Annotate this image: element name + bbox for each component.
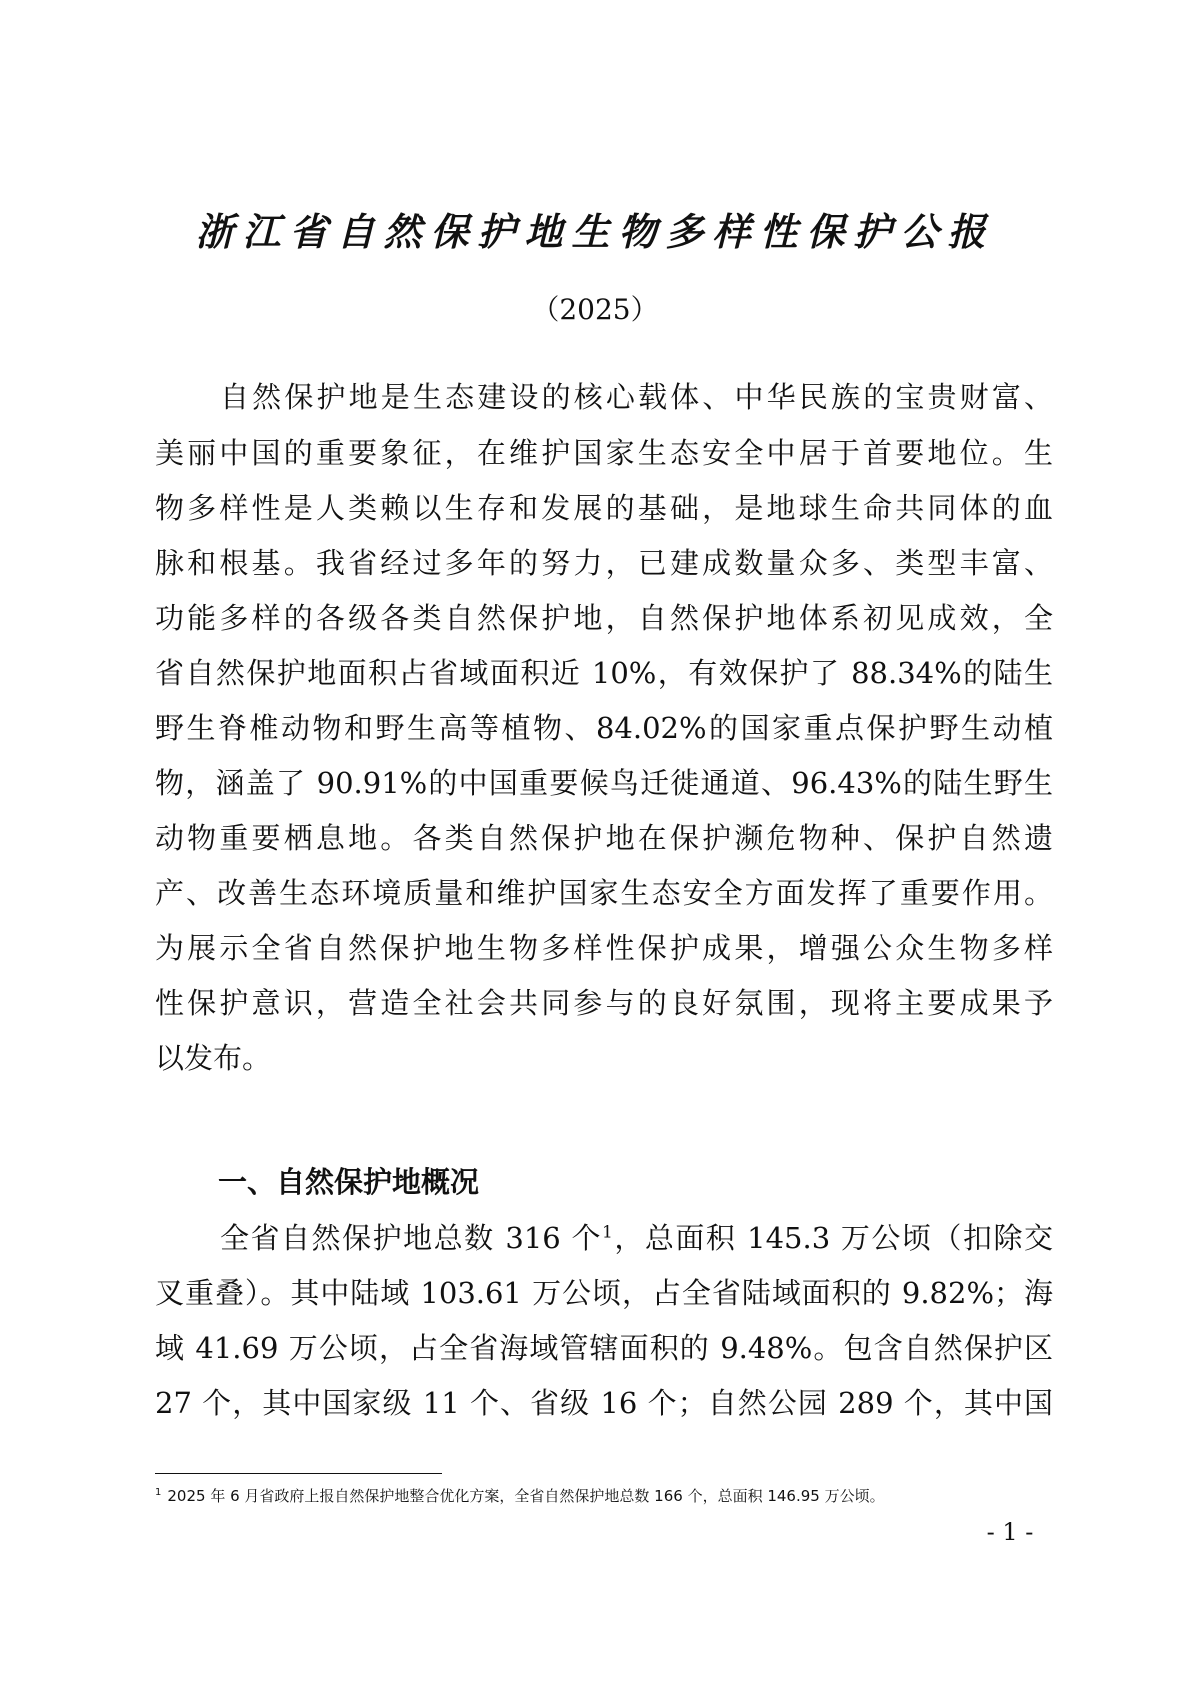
paragraph-line bbox=[220, 1218, 1053, 1258]
line-text: ，总面积 145.3 万公顷（扣除交 bbox=[612, 1221, 1053, 1255]
paragraph-line: 功能多样的各级各类自然保护地，自然保护地体系初见成效，全 bbox=[155, 601, 1053, 635]
line-text: 全省自然保护地总数 316 个 bbox=[220, 1221, 602, 1255]
paragraph-line: 性保护意识，营造全社会共同参与的良好氛围，现将主要成果予 bbox=[155, 986, 1053, 1020]
footnote-text: 2025 年 6 月省政府上报自然保护地整合优化方案，全省自然保护地总数 166 个，总面积 146.95 万公顷。 bbox=[167, 1487, 885, 1505]
paragraph-line: 美丽中国的重要象征，在维护国家生态安全中居于首要地位。生 bbox=[155, 436, 1053, 470]
paragraph-line: 叉重叠）。其中陆域 103.61 万公顷，占全省陆域面积的 9.82%；海 bbox=[155, 1276, 1053, 1310]
paragraph-line: 物多样性是人类赖以生存和发展的基础，是地球生命共同体的血 bbox=[155, 491, 1053, 525]
document-year: （2025） bbox=[531, 293, 659, 326]
paragraph-line: 自然保护地是生态建设的核心载体、中华民族的宝贵财富、 bbox=[220, 380, 1053, 414]
paragraph-line: 物，涵盖了 90.91%的中国重要候鸟迁徙通道、96.43%的陆生野生 bbox=[155, 766, 1053, 800]
paragraph-line: 域 41.69 万公顷，占全省海域管辖面积的 9.48%。包含自然保护区 bbox=[155, 1331, 1053, 1365]
document-title: 浙江省自然保护地生物多样性保护公报 bbox=[195, 209, 995, 254]
paragraph-line: 27 个，其中国家级 11 个、省级 16 个；自然公园 289 个，其中国 bbox=[155, 1386, 1053, 1420]
paragraph-line: 动物重要栖息地。各类自然保护地在保护濒危物种、保护自然遗 bbox=[155, 821, 1053, 855]
paragraph-line: 脉和根基。我省经过多年的努力，已建成数量众多、类型丰富、 bbox=[155, 546, 1053, 580]
paragraph-line: 省自然保护地面积占省域面积近 10%，有效保护了 88.34%的陆生 bbox=[155, 656, 1053, 690]
footnote-divider bbox=[155, 1473, 442, 1474]
paragraph-line: 为展示全省自然保护地生物多样性保护成果，增强公众生物多样 bbox=[155, 931, 1053, 965]
footnote bbox=[155, 1486, 885, 1506]
footnote-mark: 1 bbox=[155, 1487, 162, 1498]
paragraph-line: 以发布。 bbox=[155, 1041, 272, 1075]
page-number: - 1 - bbox=[986, 1518, 1034, 1546]
footnote-reference[interactable]: 1 bbox=[601, 1222, 613, 1243]
paragraph-line: 野生脊椎动物和野生高等植物、84.02%的国家重点保护野生动植 bbox=[155, 711, 1053, 745]
section-heading: 一、自然保护地概况 bbox=[218, 1165, 480, 1199]
paragraph-line: 产、改善生态环境质量和维护国家生态安全方面发挥了重要作用。 bbox=[155, 876, 1053, 910]
